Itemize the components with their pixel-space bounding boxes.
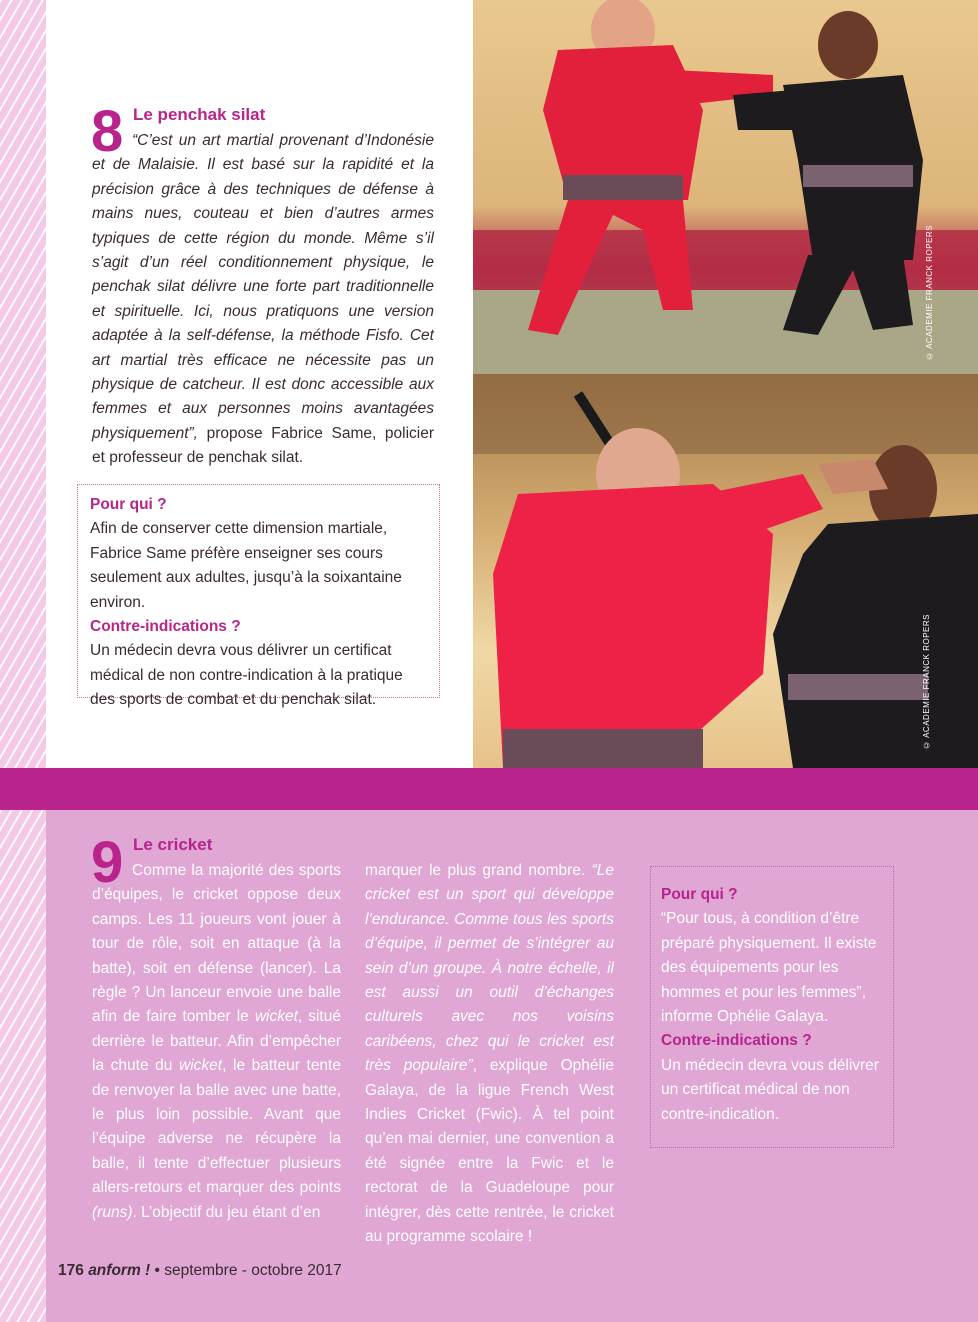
section-9-box-text-1: informe Ophélie Galaya.	[661, 1008, 829, 1026]
section-8-number: 8	[91, 99, 124, 164]
issue-date: • septembre - octobre 2017	[154, 1262, 342, 1279]
section-9-col1-part-b: , situé derrière le batteur. Afin d’empêcher la chute du	[92, 1008, 341, 1075]
section-9-col1-part-d: . L’objectif du jeu étant d’en	[132, 1203, 321, 1221]
decorative-stripe	[0, 0, 46, 1322]
section-9-col2-quote: “Le cricket est un sport qui développe l’endurance. Comme tous les sports d’équipe, il permet de s’intégrer au sein d’un groupe. À notre échelle, il est aussi un outil d’échanges culturels avec nos voisins caribéens, chez qui le cricket est très populaire”	[365, 862, 614, 1075]
section-8-box-text-1: Afin de conserver cette dimension martiale, Fabrice Same préfère enseigner ses cours seulement aux adultes, jusqu’à la soixantaine environ.	[90, 520, 402, 611]
section-9-column-2	[365, 859, 614, 1250]
section-9-heading: Le cricket	[133, 835, 213, 854]
section-8-heading: Le penchak silat	[133, 105, 266, 124]
section-9-box-text-2: Un médecin devra vous délivrer un certificat médical de non contre-indication.	[661, 1056, 879, 1123]
section-9-info-box	[650, 866, 894, 1148]
page-footer	[58, 1262, 342, 1280]
section-8-info-box	[77, 484, 440, 709]
magazine-brand: anform !	[88, 1262, 151, 1279]
section-8-attribution: propose Fabrice Same, policier et professeur de penchak silat.	[92, 424, 434, 467]
section-9-col2-part-a: marquer le plus grand nombre.	[365, 862, 592, 879]
section-9-box-title-2: Contre-indications ?	[661, 1032, 812, 1050]
section-9-col1-part-c: , le batteur tente de renvoyer la balle avec une batte, le plus loin possible. Avant que l’équipe adverse ne récupère la balle, il tente d’effectuer plusieurs allers-retours et marquer des points	[92, 1057, 341, 1197]
section-8-quote: “C’est un art martial provenant d’Indonésie et de Malaisie. Il est basé sur la rapidité et la précision grâce à des techniques de défense à mains nues, couteau et bien d’autres armes typiques de cette région du monde. Même s’il s’agit d’un réel conditionnement physique, le penchak silat délivre une forte part traditionnelle et spirituelle. Ici, nous pratiquons une version adaptée à la self-défense, la méthode Fisfo. Cet art martial très efficace ne nécessite pas un physique de catcheur. Il est donc accessible aux femmes et aux personnes moins avantagées physiquement”,	[92, 132, 434, 442]
section-8-body	[92, 129, 434, 471]
section-9-box-title-1: Pour qui ?	[661, 886, 738, 903]
section-9-runs-term: (runs)	[92, 1203, 133, 1221]
section-9-col1-part-a: Comme la majorité des sports d’équipes, le cricket oppose deux camps. Les 11 joueurs vont jouer à tour de rôle, soit en attaque (à la batte), soit en défense (lancer). La règle ? Un lanceur envoie une balle afin de faire tomber le	[92, 862, 341, 1026]
section-9-column-1	[92, 859, 341, 1225]
photo-credit-1: © ACADEMIE FRANCK ROPERS	[925, 225, 934, 361]
section-9-box-quote-1: “Pour tous, à condition d’être préparé physiquement. Il existe des équipements pour les hommes et pour les femmes”,	[661, 910, 877, 1001]
photo-penchak-silat-1	[473, 0, 978, 374]
divider-band	[0, 768, 978, 810]
section-9-col2-part-b: , explique Ophélie Galaya, de la ligue French West Indies Cricket (Fwic). À tel point qu’en mai dernier, une convention a été signée entre la Fwic et le rectorat de la Guadeloupe pour intégrer, dès cette rentrée, le cricket au programme scolaire !	[365, 1057, 614, 1246]
page-number: 176	[58, 1262, 84, 1279]
section-9-wicket-term-1: wicket	[254, 1008, 298, 1026]
section-8-box-text-2: Un médecin devra vous délivrer un certificat médical de non contre-indication à la pratique des sports de combat et du penchak silat.	[90, 642, 403, 709]
section-9-number: 9	[91, 830, 124, 895]
photo-credit-2: © ACADEMIE FRANCK ROPERS	[922, 614, 931, 750]
section-8-box-title-1: Pour qui ?	[90, 496, 167, 513]
section-9-wicket-term-2: wicket	[179, 1057, 223, 1075]
section-8-box-title-2: Contre-indications ?	[90, 618, 241, 636]
photo-penchak-silat-2	[473, 374, 978, 768]
